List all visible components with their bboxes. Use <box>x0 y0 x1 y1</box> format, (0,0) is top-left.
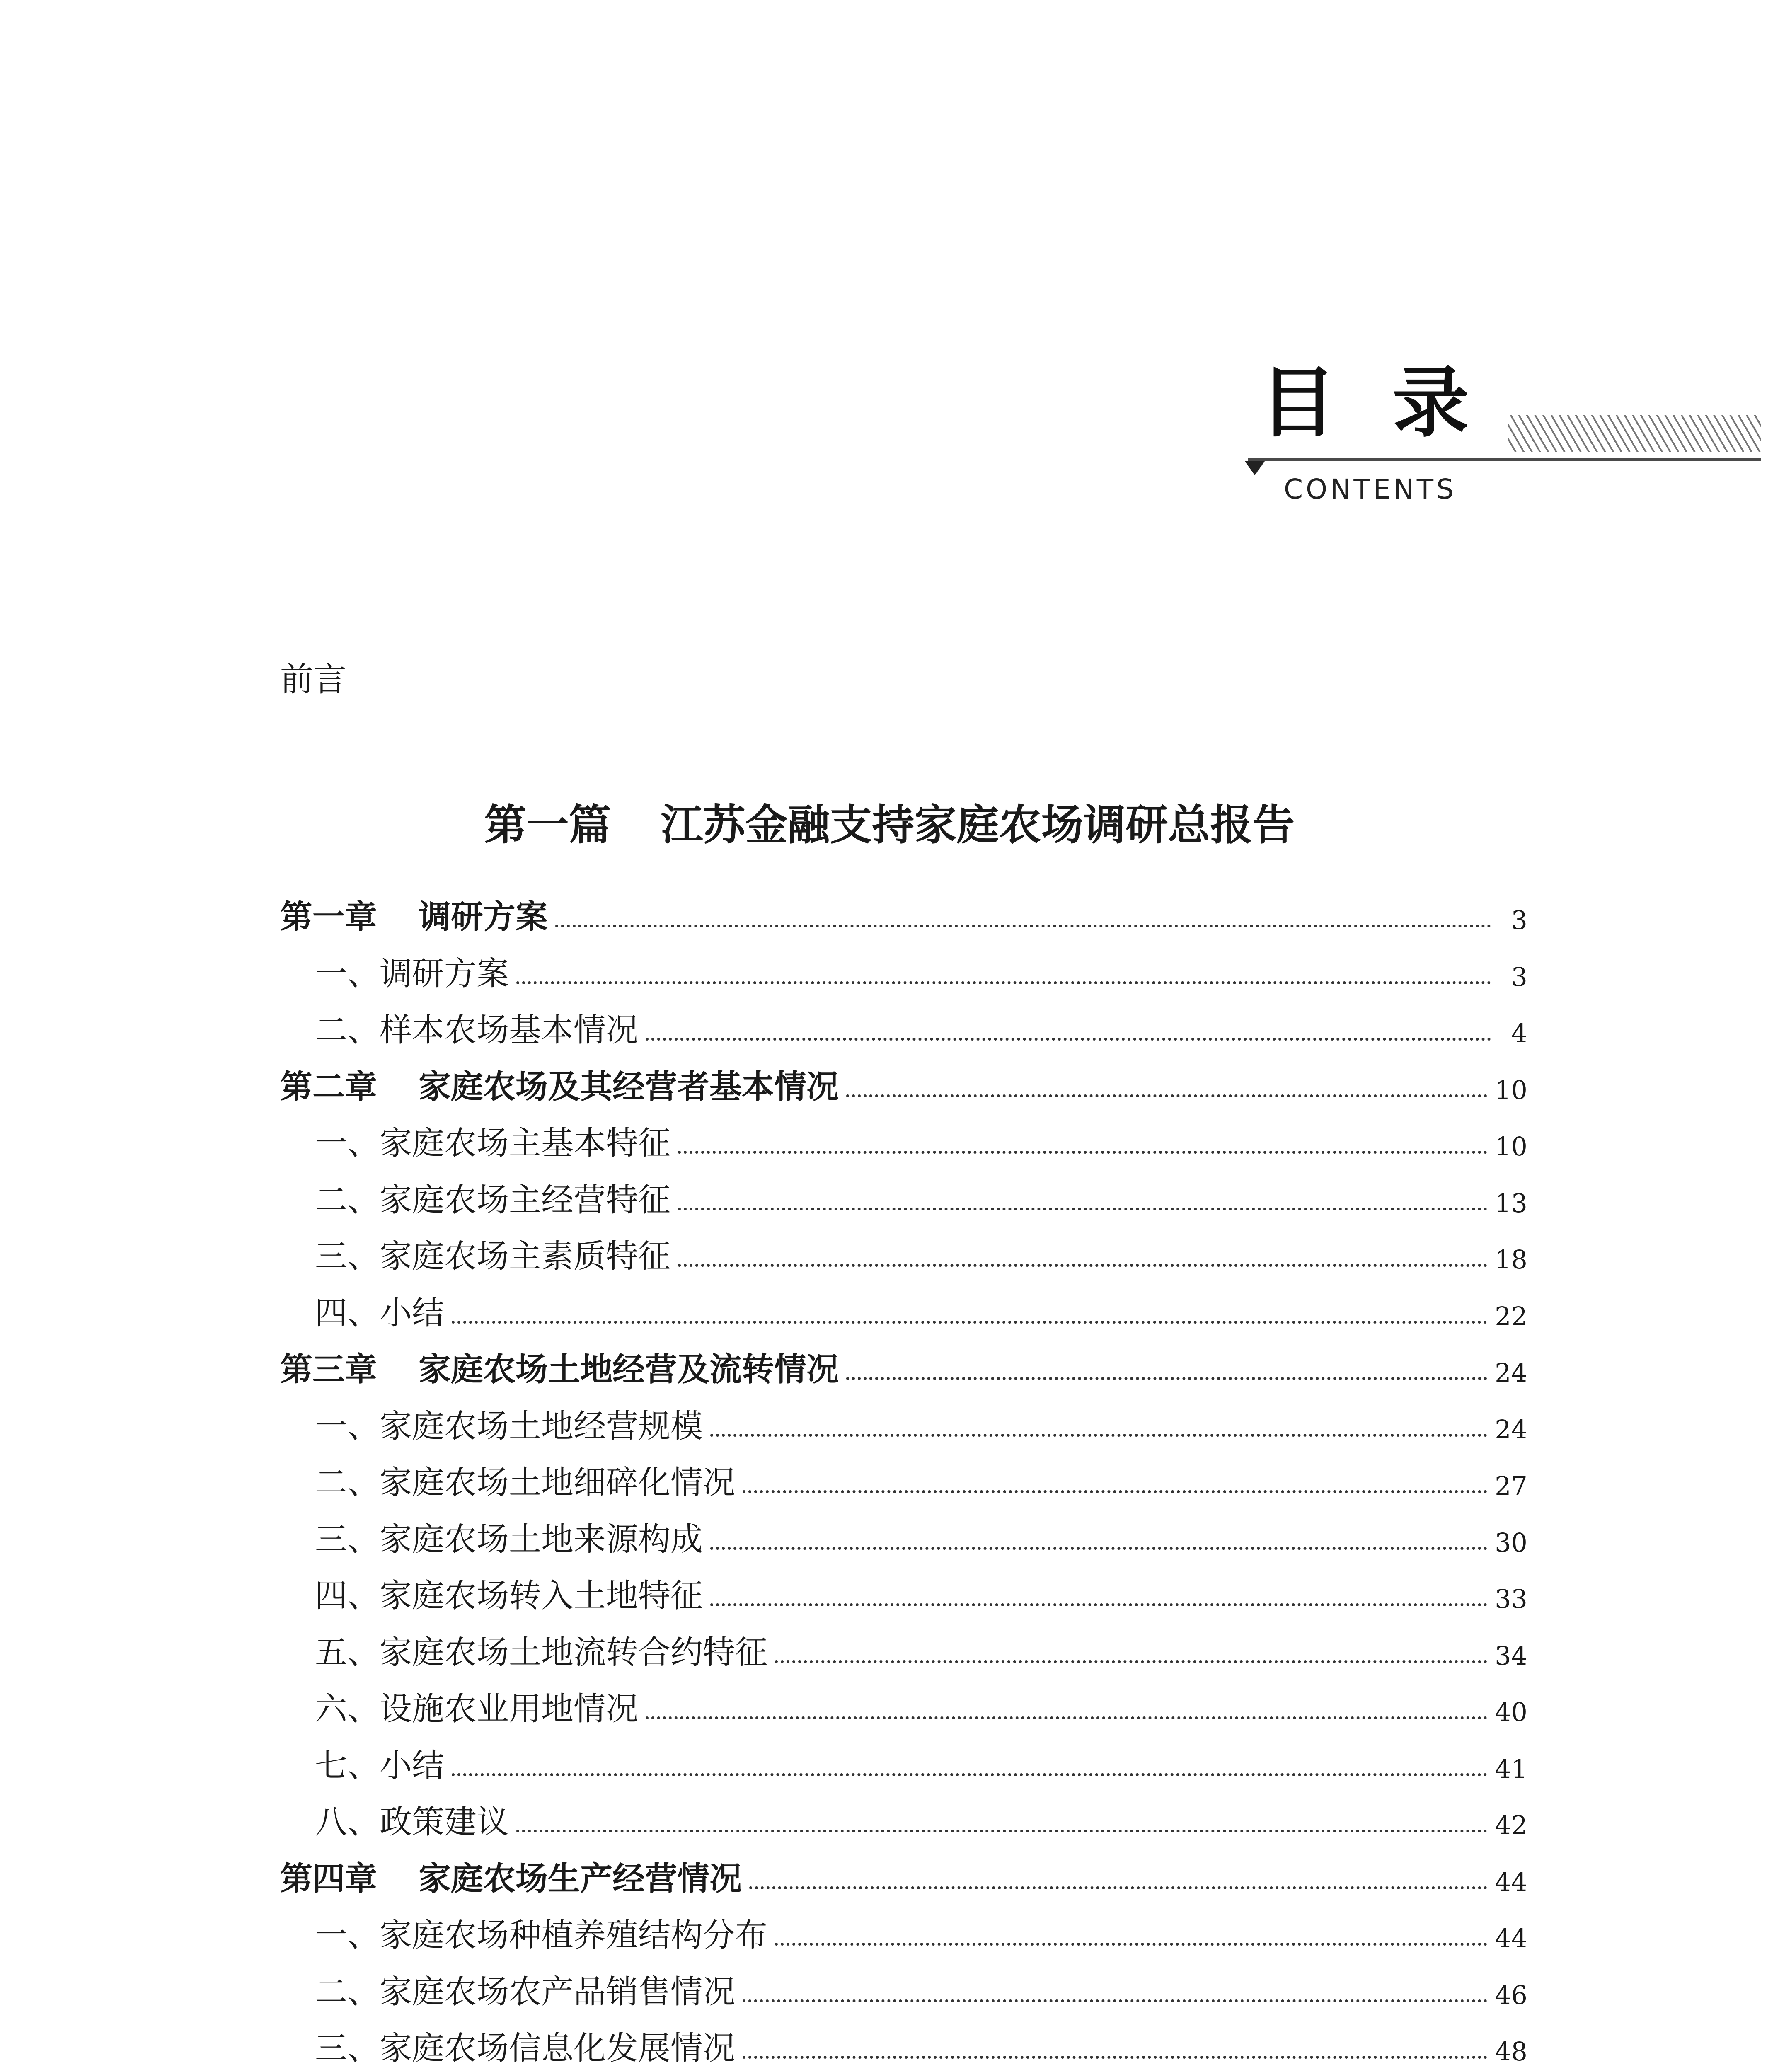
toc-chapter-row <box>280 1343 1527 1389</box>
dot-leader <box>743 1999 1487 2002</box>
contents-heading-char-1: 目 <box>1260 358 1336 448</box>
chapter-number: 第一章 <box>280 898 378 936</box>
toc-page-number: 44 <box>1495 1923 1527 1953</box>
toc-section-row <box>315 1513 1527 1559</box>
part-name: 江苏金融支持家庭农场调研总报告 <box>661 800 1295 850</box>
section-title: 四、小结 <box>315 1294 445 1332</box>
toc-section-row <box>315 1909 1527 1955</box>
toc-page-number: 48 <box>1495 2036 1527 2067</box>
dot-leader <box>452 1773 1487 1776</box>
dot-leader <box>646 1716 1487 1719</box>
chapter-title <box>280 898 548 937</box>
toc-page-number: 41 <box>1495 1753 1527 1784</box>
chapter-name: 家庭农场及其经营者基本情况 <box>419 1068 839 1106</box>
toc-page-number: 24 <box>1495 1358 1527 1388</box>
dot-leader <box>678 1264 1487 1267</box>
section-title: 一、家庭农场土地经营规模 <box>315 1407 703 1445</box>
toc-section-row <box>315 1796 1527 1842</box>
toc-section-row <box>315 948 1527 993</box>
decorative-hatch <box>1508 415 1761 452</box>
section-title: 四、家庭农场转入土地特征 <box>315 1577 703 1615</box>
chapter-title <box>280 1860 742 1898</box>
section-title: 七、小结 <box>315 1747 445 1784</box>
toc-page-number: 30 <box>1495 1527 1527 1558</box>
toc-page-number: 22 <box>1495 1301 1527 1331</box>
dot-leader <box>710 1603 1487 1606</box>
toc-page-number: 10 <box>1495 1131 1527 1162</box>
chapter-title <box>280 1068 839 1106</box>
toc-page-number: 42 <box>1495 1810 1527 1840</box>
toc-section-row <box>315 1570 1527 1615</box>
chapter-number: 第二章 <box>280 1068 378 1106</box>
section-title: 一、家庭农场主基本特征 <box>315 1125 671 1162</box>
contents-subtitle: CONTENTS <box>1284 473 1457 505</box>
toc-chapter-row <box>280 1061 1527 1106</box>
toc-section-row <box>315 1627 1527 1672</box>
chapter-number: 第四章 <box>280 1860 378 1898</box>
toc-page-number: 18 <box>1495 1244 1527 1275</box>
dot-leader <box>775 1660 1487 1663</box>
header-rule <box>1248 458 1761 461</box>
part-number: 第一篇 <box>484 800 611 850</box>
section-title: 三、家庭农场土地来源构成 <box>315 1520 703 1558</box>
toc-chapter-row <box>280 891 1527 937</box>
toc-page-number: 34 <box>1495 1640 1527 1671</box>
toc-page-number: 3 <box>1511 905 1527 935</box>
section-title: 二、家庭农场土地细碎化情况 <box>315 1464 736 1501</box>
chapter-name: 调研方案 <box>419 898 548 936</box>
dot-leader <box>678 1208 1487 1210</box>
toc-page-number: 4 <box>1511 1018 1527 1048</box>
chapter-title <box>280 1353 839 1389</box>
dot-leader <box>775 1943 1487 1946</box>
toc-section-row <box>315 1683 1527 1728</box>
dot-leader <box>516 981 1491 984</box>
toc-page-number: 33 <box>1495 1584 1527 1614</box>
contents-heading-char-2: 录 <box>1392 358 1469 448</box>
toc-page-number: 44 <box>1495 1866 1527 1897</box>
dot-leader <box>555 925 1491 927</box>
section-title: 三、家庭农场信息化发展情况 <box>315 2030 736 2067</box>
toc-section-row <box>315 1174 1527 1220</box>
toc-section-row <box>315 2022 1527 2068</box>
dot-leader <box>678 1151 1487 1154</box>
toc-page-number: 27 <box>1495 1471 1527 1501</box>
toc-page-number: 46 <box>1495 1980 1527 2010</box>
toc-page-number: 24 <box>1495 1414 1527 1445</box>
toc-section-row <box>315 1230 1527 1276</box>
contents-heading <box>1260 358 1469 448</box>
toc-page-number: 40 <box>1495 1697 1527 1727</box>
dot-leader <box>646 1038 1491 1041</box>
section-title: 一、调研方案 <box>315 955 509 992</box>
part-title <box>0 800 1779 850</box>
section-title: 八、政策建议 <box>315 1803 509 1841</box>
dot-leader <box>710 1547 1487 1550</box>
dot-leader <box>743 1490 1487 1493</box>
section-title: 六、设施农业用地情况 <box>315 1690 639 1728</box>
toc-page-number: 10 <box>1495 1075 1527 1105</box>
toc-section-row <box>315 1400 1527 1446</box>
section-title: 三、家庭农场主素质特征 <box>315 1238 671 1275</box>
section-title: 一、家庭农场种植养殖结构分布 <box>315 1917 768 1954</box>
dot-leader <box>516 1830 1487 1832</box>
toc-section-row <box>315 1457 1527 1502</box>
chapter-name: 家庭农场土地经营及流转情况 <box>419 1351 839 1388</box>
triangle-marker-icon <box>1245 461 1265 475</box>
toc-section-row <box>315 1966 1527 2011</box>
chapter-number: 第三章 <box>280 1351 378 1388</box>
toc-chapter-row <box>280 1853 1527 1898</box>
section-title: 五、家庭农场土地流转合约特征 <box>315 1634 768 1671</box>
toc-section-row <box>315 1740 1527 1785</box>
toc-section-row <box>315 1287 1527 1333</box>
section-title: 二、家庭农场主经营特征 <box>315 1181 671 1219</box>
preface-entry: 前言 <box>280 660 346 699</box>
toc-section-row <box>315 1117 1527 1163</box>
dot-leader <box>452 1321 1487 1324</box>
dot-leader <box>846 1377 1487 1380</box>
dot-leader <box>743 2056 1487 2059</box>
toc-page-number: 13 <box>1495 1188 1527 1218</box>
dot-leader <box>846 1094 1487 1097</box>
dot-leader <box>710 1434 1487 1437</box>
section-title: 二、家庭农场农产品销售情况 <box>315 1973 736 2011</box>
chapter-name: 家庭农场生产经营情况 <box>419 1860 742 1898</box>
section-title: 二、样本农场基本情况 <box>315 1012 639 1049</box>
toc-page-number: 3 <box>1511 961 1527 992</box>
dot-leader <box>749 1886 1487 1889</box>
toc-section-row <box>315 1004 1527 1050</box>
